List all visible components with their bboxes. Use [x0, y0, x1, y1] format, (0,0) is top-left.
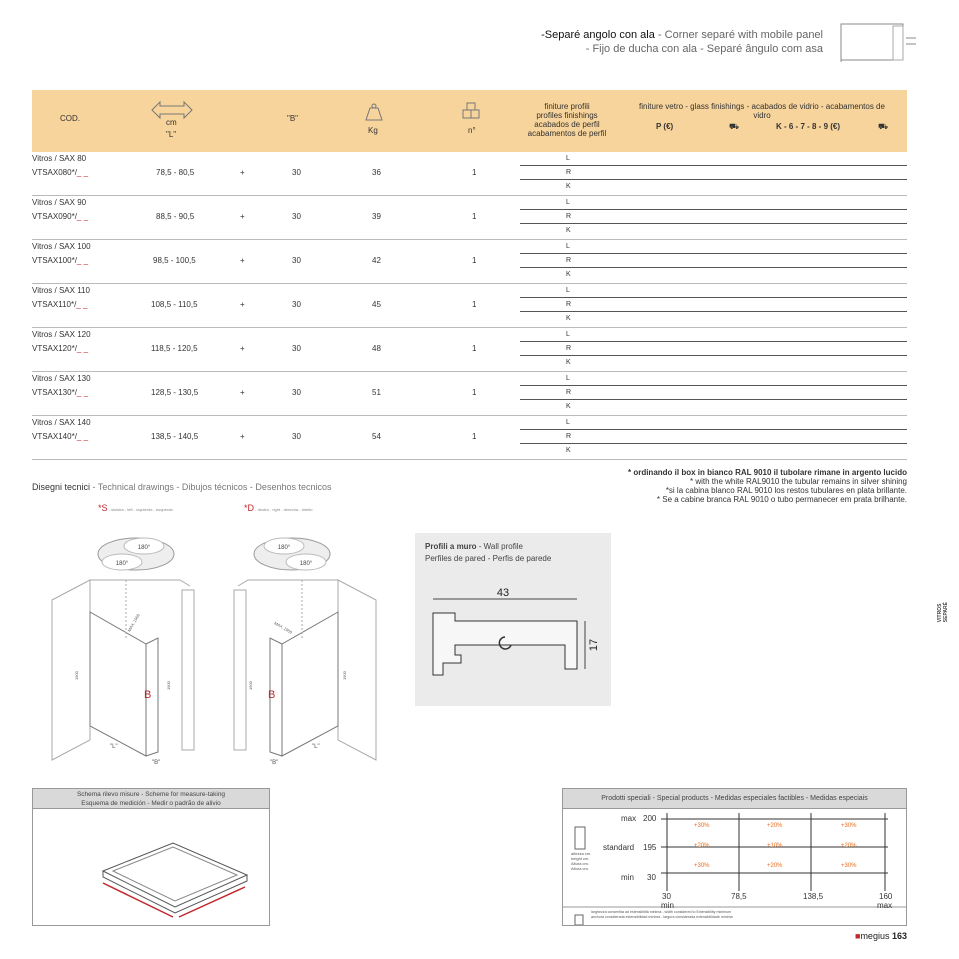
dim-h: 1900 — [342, 671, 347, 680]
dim-h: 1900 — [248, 681, 253, 690]
finish-R: R — [520, 254, 907, 268]
finish-L: L — [520, 152, 907, 166]
cell-kg: 36 — [372, 168, 381, 177]
code-suffix: _ _ — [76, 344, 89, 353]
product-name: Vitros / SAX 140 — [32, 418, 91, 427]
dim-max: MAX. 1950 — [126, 612, 141, 633]
scheme-title: Schema rilevo misure - Scheme for measure-taking — [76, 791, 226, 798]
cell-kg: 48 — [372, 344, 381, 353]
cell-L: 138,5 - 140,5 — [151, 432, 199, 441]
page-number: 163 — [891, 931, 907, 941]
product-code: VTSAX140*/ — [32, 432, 77, 441]
cell-L: 88,5 - 90,5 — [156, 212, 195, 221]
pct-cell: +10% — [767, 843, 783, 849]
cell-n: 1 — [472, 344, 477, 353]
finish-K: K — [566, 447, 571, 454]
x-138: 138,5 — [803, 892, 824, 901]
finish-R: R — [520, 166, 907, 180]
product-name: Vitros / SAX 80 — [32, 154, 87, 163]
x-max: max — [877, 901, 893, 910]
x-160: 160 — [879, 892, 893, 901]
col-B: "B" — [287, 114, 299, 123]
finish-L: L — [520, 372, 907, 386]
col-glass: finiture vetro - glass finishings - acabados de vidrio - acabamentos de vidro — [639, 102, 885, 120]
finish-L: L — [520, 284, 907, 298]
cell-L: 78,5 - 80,5 — [156, 168, 195, 177]
profiles-l2: profiles finishings — [536, 111, 598, 120]
cell-n: 1 — [472, 212, 477, 221]
page-header — [541, 28, 823, 56]
deg-label: 180° — [277, 545, 291, 551]
finish-K: K — [566, 271, 571, 278]
profiles-l3: acabados de perfil — [534, 120, 600, 129]
cell-kg: 54 — [372, 432, 381, 441]
finish-K: K — [566, 227, 571, 234]
code-suffix: _ _ — [76, 212, 89, 221]
dim-L: "L" — [312, 744, 320, 750]
pct-cell: +20% — [841, 843, 857, 849]
right-label: *D - destra - right - derecha - direito — [244, 503, 313, 513]
col-k: K - 6 - 7 - 8 - 9 (€) — [776, 122, 841, 131]
left-label: *S - sinistra - left - izquierda - esquerda — [98, 503, 173, 513]
left-drawing — [50, 520, 200, 768]
deg-label: 180° — [115, 561, 129, 567]
product-code: VTSAX090*/ — [32, 212, 77, 221]
finish-K: K — [566, 359, 571, 366]
deg-label: 180° — [137, 545, 151, 551]
code-suffix: _ _ — [76, 168, 89, 177]
code-suffix: _ _ — [76, 388, 89, 397]
brand-footer — [855, 931, 907, 941]
drawings-title — [32, 482, 331, 492]
col-kg: Kg — [368, 126, 378, 135]
width-footnote: larghezza consentita ad estensibilità minima - width considered to Extensibility minimum anchura considerada extensibilidad mínima - largura considerada extensibilidade mínima — [591, 910, 733, 919]
deg-label: 180° — [299, 561, 313, 567]
cell-kg: 39 — [372, 212, 381, 221]
side-tab: VITROS SEPARÉ — [937, 602, 949, 623]
table-row — [32, 196, 907, 240]
truck-icon: ⛟ — [878, 122, 889, 131]
label-standard: standard — [603, 843, 635, 852]
pct-cell: +30% — [841, 823, 857, 829]
cell-n: 1 — [472, 432, 477, 441]
val-30: 30 — [647, 873, 656, 882]
product-name: Vitros / SAX 120 — [32, 330, 91, 339]
B-marker: B — [268, 689, 276, 701]
table-row — [32, 416, 907, 460]
finish-L: L — [520, 240, 907, 254]
wall-title-rest: - Wall profile — [476, 542, 523, 551]
dim-h: 1900 — [74, 671, 79, 680]
finish-R: R — [520, 430, 907, 444]
cell-n: 1 — [472, 168, 477, 177]
special-title: Prodotti speciali - Special products - Medidas especiales factibles - Medidas especiais — [563, 789, 906, 809]
pct-cell: +30% — [694, 823, 710, 829]
dim-h: 1900 — [166, 681, 171, 690]
table-header — [32, 90, 907, 152]
cell-B: 30 — [292, 168, 301, 177]
brand-name: megius — [860, 931, 890, 941]
cell-B: 30 — [292, 344, 301, 353]
drawings-title-bold: Disegni tecnici — [32, 482, 91, 492]
dim-B: "B" — [152, 760, 161, 766]
cell-L: 108,5 - 110,5 — [151, 300, 198, 309]
product-code: VTSAX120*/ — [32, 344, 77, 353]
wall-profile-drawing — [425, 583, 605, 683]
dim-width: 43 — [496, 587, 510, 599]
finish-L: L — [520, 196, 907, 210]
height-label: altezza cm. height cm. Altura cm. Altura cm. — [571, 851, 592, 871]
code-suffix: _ _ — [76, 256, 89, 265]
cell-plus: + — [240, 344, 245, 353]
dim-max: MAX. 1950 — [273, 620, 294, 635]
finish-L: L — [520, 328, 907, 342]
table-row — [32, 284, 907, 328]
note-line: * with the white RAL9010 the tubular remains in silver shining — [689, 477, 907, 486]
tray-drawing — [33, 809, 269, 925]
cell-plus: + — [240, 432, 245, 441]
truck-icon: ⛟ — [729, 122, 740, 131]
ral-note — [628, 468, 907, 504]
product-name: Vitros / SAX 110 — [32, 286, 90, 295]
cell-kg: 45 — [372, 300, 381, 309]
drawings-title-rest: - Technical drawings - Dibujos técnicos - Desenhos tecnicos — [90, 482, 332, 492]
cell-kg: 42 — [372, 256, 381, 265]
finish-K: K — [566, 183, 571, 190]
finish-R: R — [520, 210, 907, 224]
x-78: 78,5 — [731, 892, 747, 901]
packages-icon — [461, 102, 481, 122]
brand-icon: ■ — [855, 931, 861, 941]
title-bold: -Separé angolo con ala — [541, 29, 655, 41]
scheme-subtitle: Esquema de medición - Medir o padrão de alivio — [81, 800, 221, 807]
note-line: *si la cabina blanco RAL 9010 los restos tubulares en plata brillante. — [665, 486, 907, 495]
cell-kg: 51 — [372, 388, 381, 397]
weight-icon — [364, 102, 384, 122]
finish-R: R — [520, 386, 907, 400]
pct-cell: +20% — [694, 843, 710, 849]
cell-B: 30 — [292, 256, 301, 265]
B-marker: B — [144, 689, 152, 701]
finish-R: R — [520, 342, 907, 356]
finish-R: R — [520, 298, 907, 312]
cell-n: 1 — [472, 256, 477, 265]
table-row — [32, 328, 907, 372]
corner-separe-icon — [838, 22, 920, 64]
dim-B: "B" — [270, 760, 279, 766]
product-name: Vitros / SAX 100 — [32, 242, 91, 251]
product-name: Vitros / SAX 90 — [32, 198, 87, 207]
col-cm: cm — [166, 118, 177, 127]
cell-n: 1 — [472, 388, 477, 397]
table-row — [32, 372, 907, 416]
pct-cell: +20% — [767, 823, 783, 829]
product-name: Vitros / SAX 130 — [32, 374, 91, 383]
cell-B: 30 — [292, 212, 301, 221]
cell-n: 1 — [472, 300, 477, 309]
table-row — [32, 240, 907, 284]
finish-L: L — [520, 416, 907, 430]
note-line: * Se a cabine branca RAL 9010 o tubo permanecer em prata brilhante. — [656, 495, 907, 504]
finish-K: K — [566, 403, 571, 410]
measure-scheme-box — [32, 788, 270, 926]
product-code: VTSAX130*/ — [32, 388, 77, 397]
dim-L: "L" — [110, 744, 118, 750]
val-195: 195 — [643, 843, 657, 852]
product-code: VTSAX100*/ — [32, 256, 77, 265]
col-n: n° — [468, 126, 476, 135]
val-200: 200 — [643, 814, 657, 823]
title-rest: - Corner separé with mobile panel — [654, 29, 823, 41]
code-suffix: _ _ — [76, 432, 89, 441]
x-min: min — [661, 901, 674, 910]
table-row — [32, 152, 907, 196]
profiles-l1: finiture profili — [544, 102, 590, 111]
dim-height: 17 — [588, 638, 600, 652]
label-max: max — [621, 814, 637, 823]
cell-plus: + — [240, 168, 245, 177]
label-min: min — [621, 873, 634, 882]
x-30: 30 — [662, 892, 671, 901]
cell-plus: + — [240, 300, 245, 309]
col-profiles — [522, 102, 612, 138]
pct-cell: +20% — [767, 863, 783, 869]
right-drawing — [228, 520, 378, 768]
pct-cell: +30% — [694, 863, 710, 869]
cell-plus: + — [240, 388, 245, 397]
cell-plus: + — [240, 212, 245, 221]
col-p: P (€) — [656, 122, 674, 131]
col-L: "L" — [166, 130, 177, 139]
col-cod: COD. — [60, 114, 80, 123]
pct-cell: +30% — [841, 863, 857, 869]
wall-subtitle: Perfiles de pared - Perfis de parede — [425, 554, 552, 563]
cell-plus: + — [240, 256, 245, 265]
finish-K: K — [566, 315, 571, 322]
code-suffix: _ _ — [76, 300, 88, 309]
product-code: VTSAX110*/ — [32, 300, 77, 309]
cell-L: 98,5 - 100,5 — [153, 256, 196, 265]
product-code: VTSAX080*/ — [32, 168, 77, 177]
wall-profile-box — [415, 533, 611, 706]
cell-L: 128,5 - 130,5 — [151, 388, 199, 397]
cell-L: 118,5 - 120,5 — [151, 344, 198, 353]
cell-B: 30 — [292, 388, 301, 397]
special-products-box — [562, 788, 907, 926]
wall-title: Profili a muro — [425, 542, 477, 551]
profiles-l4: acabamentos de perfil — [527, 129, 607, 138]
cell-B: 30 — [292, 432, 301, 441]
cell-B: 30 — [292, 300, 301, 309]
note-line: * ordinando il box in bianco RAL 9010 il tubolare rimane in argento lucido — [627, 468, 907, 477]
subtitle: - Fijo de ducha con ala - Separé ângulo com asa — [585, 43, 823, 55]
